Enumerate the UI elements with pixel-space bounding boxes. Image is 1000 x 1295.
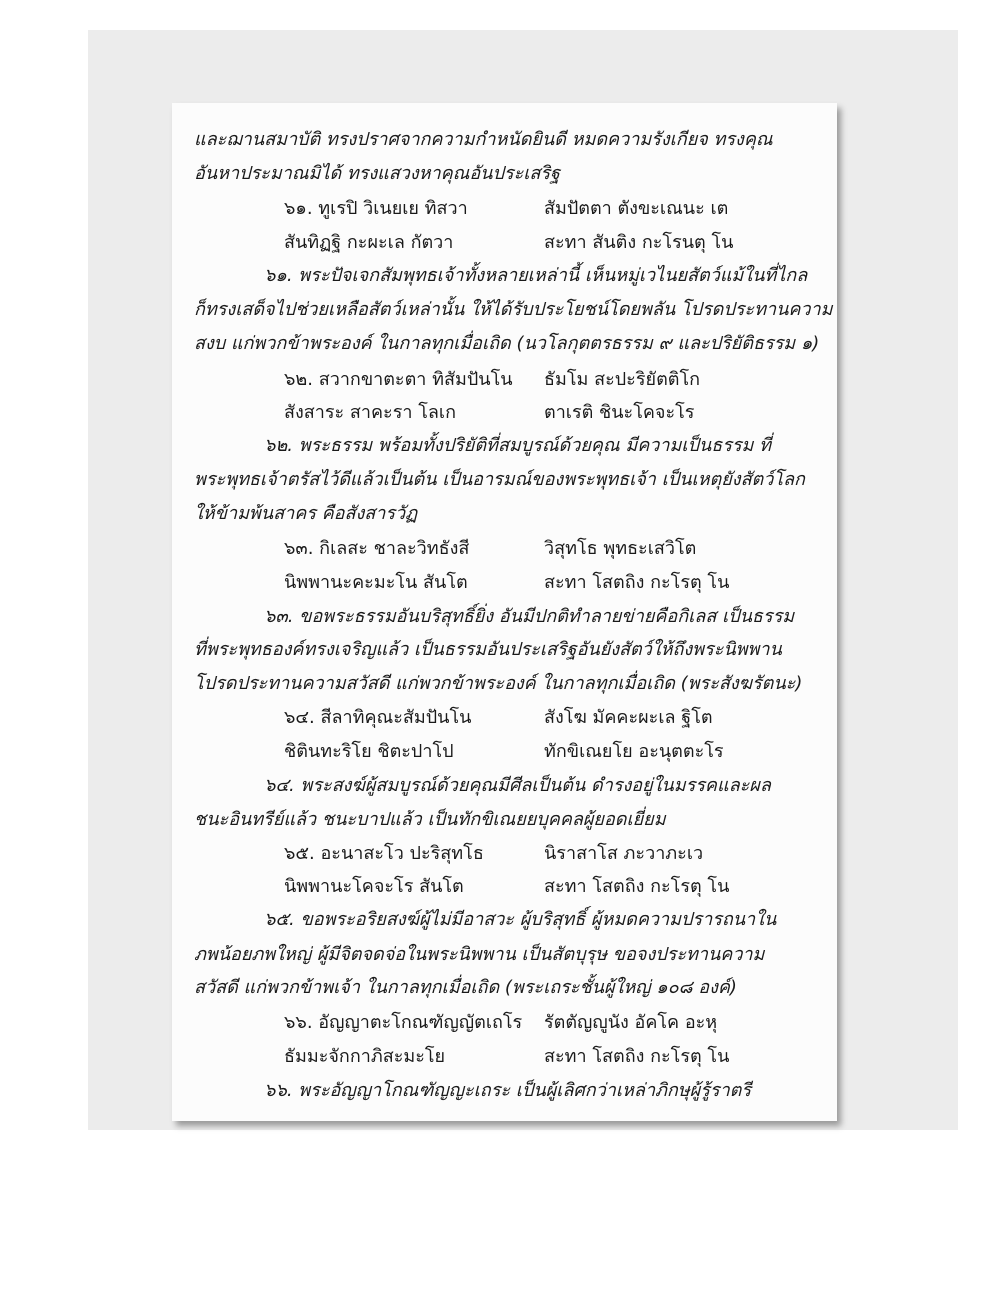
text-line: และฌานสมาบัติ ทรงปราศจากความกำหนัดยินดี หมดความรังเกียจ ทรงคุณ	[194, 129, 773, 150]
text-line: พระพุทธเจ้าตรัสไว้ดีแล้วเป็นต้น เป็นอารมณ์ของพระพุทธเจ้า เป็นเหตุยังสัตว์โลก	[194, 469, 805, 490]
verse-pali: ตาเรติ ชินะโคจะโร	[544, 402, 695, 423]
text-line: ๖๑. พระปัจเจกสัมพุทธเจ้าทั้งหลายเหล่านี้ เห็นหมู่เวไนยสัตว์แม้ในที่ไกล	[264, 265, 808, 286]
verse-pali: สัมปัตตา ตังขะเณนะ เต	[544, 198, 729, 219]
text-line: ๖๔. พระสงฆ์ผู้สมบูรณ์ด้วยคุณมีศีลเป็นต้น ดำรงอยู่ในมรรคและผล	[264, 775, 771, 796]
text-line: ๖๓. ขอพระธรรมอันบริสุทธิ์ยิ่ง อันมีปกติทำลายข่ายคือกิเลส เป็นธรรม	[264, 606, 795, 627]
verse-pali: ๖๕. อะนาสะโว ปะริสุทโธ	[284, 843, 484, 864]
text-line: ๖๖. พระอัญญาโกณฑัญญะเถระ เป็นผู้เลิศกว่าเหล่าภิกษุผู้รู้ราตรี	[264, 1080, 752, 1101]
book-page	[172, 103, 837, 1121]
text-line: อันหาประมาณมิได้ ทรงแสวงหาคุณอันประเสริฐ	[194, 163, 560, 184]
text-line: โปรดประทานความสวัสดี แก่พวกข้าพระองค์ ในกาลทุกเมื่อเถิด (พระสังฆรัตนะ)	[194, 673, 803, 694]
verse-pali: ๖๖. อัญญาตะโกณฑัญญัตเถโร	[284, 1012, 523, 1033]
text-line: ให้ข้ามพ้นสาคร คือสังสารวัฏ	[194, 503, 418, 524]
text-line: ๖๕. ขอพระอริยสงฆ์ผู้ไม่มีอาสวะ ผู้บริสุทธิ์ ผู้หมดความปรารถนาใน	[264, 909, 777, 930]
verse-pali: ๖๔. สีลาทิคุณะสัมปันโน	[284, 707, 472, 728]
verse-pali: สะทา โสตถิง กะโรตุ โน	[544, 572, 730, 593]
verse-pali: นิราสาโส ภะวาภะเว	[544, 843, 704, 864]
verse-pali: นิพพานะโคจะโร สันโต	[284, 876, 464, 897]
verse-pali: ๖๓. กิเลสะ ชาละวิทธังสี	[284, 538, 470, 559]
verse-pali: รัตตัญญูนัง อัคโค อะหุ	[544, 1012, 718, 1033]
verse-pali: สันทิฏฐิ กะผะเล กัตวา	[284, 232, 454, 253]
verse-pali: ทักขิเณยโย อะนุตตะโร	[544, 741, 724, 762]
verse-pali: สะทา สันติง กะโรนตุ โน	[544, 232, 734, 253]
verse-pali: ๖๒. สวากขาตะตา ทิสัมปันโน	[284, 369, 513, 390]
text-line: ที่พระพุทธองค์ทรงเจริญแล้ว เป็นธรรมอันประเสริฐอันยังสัตว์ให้ถึงพระนิพพาน	[194, 639, 782, 660]
verse-pali: สังโฆ มัคคะผะเล ฐิโต	[544, 707, 713, 728]
text-line: สงบ แก่พวกข้าพระองค์ ในกาลทุกเมื่อเถิด (นวโลกุตตรธรรม ๙ และปริยัติธรรม ๑)	[194, 333, 820, 354]
verse-pali: สะทา โสตถิง กะโรตุ โน	[544, 876, 730, 897]
verse-pali: วิสุทโธ พุทธะเสวิโต	[544, 538, 697, 559]
verse-pali: ธัมโม สะปะริยัตติโก	[544, 369, 701, 390]
text-line: สวัสดี แก่พวกข้าพเจ้า ในกาลทุกเมื่อเถิด (พระเถระชั้นผู้ใหญ่ ๑๐๘ องค์)	[194, 977, 737, 998]
text-line: ชนะอินทรีย์แล้ว ชนะบาปแล้ว เป็นทักขิเณยยบุคคลผู้ยอดเยี่ยม	[194, 809, 666, 830]
text-line: ภพน้อยภพใหญ่ ผู้มีจิตจดจ่อในพระนิพพาน เป็นสัตบุรุษ ขอจงประทานความ	[194, 944, 765, 965]
verse-pali: สะทา โสตถิง กะโรตุ โน	[544, 1046, 730, 1067]
verse-pali: ๖๑. ทูเรปิ วิเนยเย ทิสวา	[284, 198, 468, 219]
verse-pali: ธัมมะจักกาภิสะมะโย	[284, 1046, 446, 1067]
verse-pali: สังสาระ สาคะรา โลเก	[284, 402, 456, 423]
text-line: ๖๒. พระธรรม พร้อมทั้งปริยัติที่สมบูรณ์ด้วยคุณ มีความเป็นธรรม ที่	[264, 435, 771, 456]
text-line: ก็ทรงเสด็จไปช่วยเหลือสัตว์เหล่านั้น ให้ได้รับประโยชน์โดยพลัน โปรดประทานความ	[194, 299, 833, 320]
verse-pali: นิพพานะคะมะโน สันโต	[284, 572, 468, 593]
verse-pali: ชิตินทะริโย ชิตะปาโป	[284, 741, 454, 762]
